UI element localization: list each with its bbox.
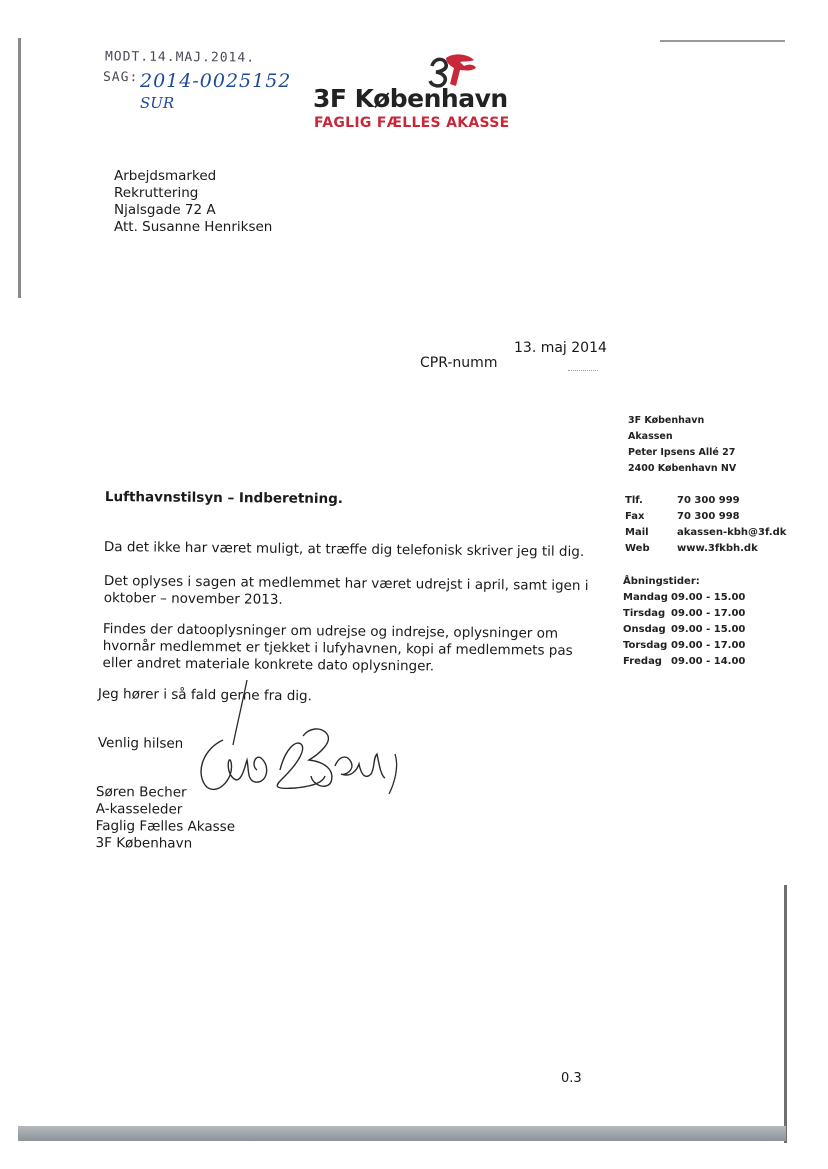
recipient-line: Njalsgade 72 A: [114, 202, 216, 218]
cpr-label: CPR-numm: [420, 355, 498, 371]
received-stamp: MODT.14.MAJ.2014.: [104, 49, 256, 66]
recipient-line: Att. Susanne Henriksen: [114, 219, 273, 235]
hours-time: 09.00 - 17.00: [671, 640, 746, 651]
letter-closing: Venlig hilsen: [97, 735, 184, 752]
initials-handwritten: SUR: [140, 94, 175, 112]
scan-edge-left: [18, 38, 21, 298]
paragraph-3: [102, 621, 572, 677]
hours-time: 09.00 - 15.00: [671, 592, 746, 603]
opening-hours: [623, 574, 745, 670]
paragraph-line: eller andret materiale konkrete dato oplysninger.: [102, 654, 435, 675]
date-underline: [568, 370, 598, 372]
signer-branch: 3F København: [95, 834, 193, 852]
paragraph-line: Det oplyses i sagen at medlemmet har været udrejst i april, samt igen i: [103, 573, 589, 595]
letter-date: 13. maj 2014: [514, 340, 607, 356]
case-number-handwritten: 2014-0025152: [140, 70, 292, 92]
sender-street: Peter Ipsens Allé 27: [628, 447, 736, 458]
contact-value: 70 300 999: [677, 495, 740, 506]
recipient-line: Arbejdsmarked: [114, 168, 217, 184]
contact-label: Web: [625, 543, 650, 554]
signer-organization: Faglig Fælles Akasse: [95, 817, 236, 835]
contact-label: Mail: [625, 527, 649, 538]
hours-time: 09.00 - 14.00: [671, 656, 746, 667]
hours-row: [623, 654, 745, 670]
hours-row: [623, 590, 745, 606]
paragraph-line: Findes der datooplysninger om udrejse og indrejse, oplysninger om: [102, 621, 559, 642]
paragraph-4: Jeg hører i så fald gerne fra dig.: [97, 686, 313, 705]
hours-row: [623, 606, 745, 622]
hours-day: Torsdag: [623, 640, 668, 651]
logo-subtitle: FAGLIG FÆLLES AKASSE: [314, 115, 510, 131]
contact-row: [625, 509, 786, 525]
contact-row: [625, 525, 786, 541]
recipient-line: Rekruttering: [114, 185, 199, 201]
paragraph-1: Da det ikke har været muligt, at træffe dig telefonisk skriver jeg til dig.: [103, 539, 585, 561]
contact-value: 70 300 998: [677, 511, 740, 522]
contact-value: akassen-kbh@3f.dk: [677, 527, 787, 538]
hours-time: 09.00 - 17.00: [671, 608, 746, 619]
paragraph-line: hvornår medlemmet er tjekket i lufyhavnen, kopi af medlemmets pas: [102, 637, 573, 659]
hours-time: 09.00 - 15.00: [671, 624, 746, 635]
hours-day: Mandag: [623, 592, 668, 603]
contact-value: www.3fkbh.dk: [677, 543, 758, 554]
signature-block: [96, 784, 236, 853]
case-label: SAG:: [102, 69, 139, 86]
hours-day: Fredag: [623, 656, 662, 667]
hours-row: [623, 638, 745, 654]
paragraph-line: oktober – november 2013.: [103, 589, 283, 608]
sender-contacts: [625, 493, 786, 557]
logo-name: 3F København: [313, 84, 508, 113]
opening-hours-title: Åbningstider:: [623, 576, 700, 587]
letter-subject: Lufthavnstilsyn – Indberetning.: [104, 489, 344, 508]
sender-city: 2400 København NV: [628, 463, 737, 474]
scan-edge-top: [660, 40, 785, 42]
contact-row: [625, 541, 786, 557]
hours-day: Onsdag: [623, 624, 666, 635]
hours-row: [623, 622, 745, 638]
recipient-address: [114, 168, 272, 236]
signer-title: A-kasseleder: [95, 800, 183, 818]
page-number: 0.3: [561, 1071, 582, 1086]
paragraph-2: [104, 573, 589, 612]
scan-edge-bottom: [18, 1126, 786, 1141]
contact-row: [625, 493, 786, 509]
sender-name: 3F København: [628, 415, 705, 426]
sender-block: [628, 413, 736, 477]
sender-unit: Akassen: [628, 431, 673, 442]
scan-edge-right: [784, 885, 787, 1143]
contact-label: Fax: [625, 511, 645, 522]
contact-label: Tlf.: [625, 495, 643, 506]
hours-day: Tirsdag: [623, 608, 666, 619]
signer-name: Søren Becher: [95, 784, 187, 801]
